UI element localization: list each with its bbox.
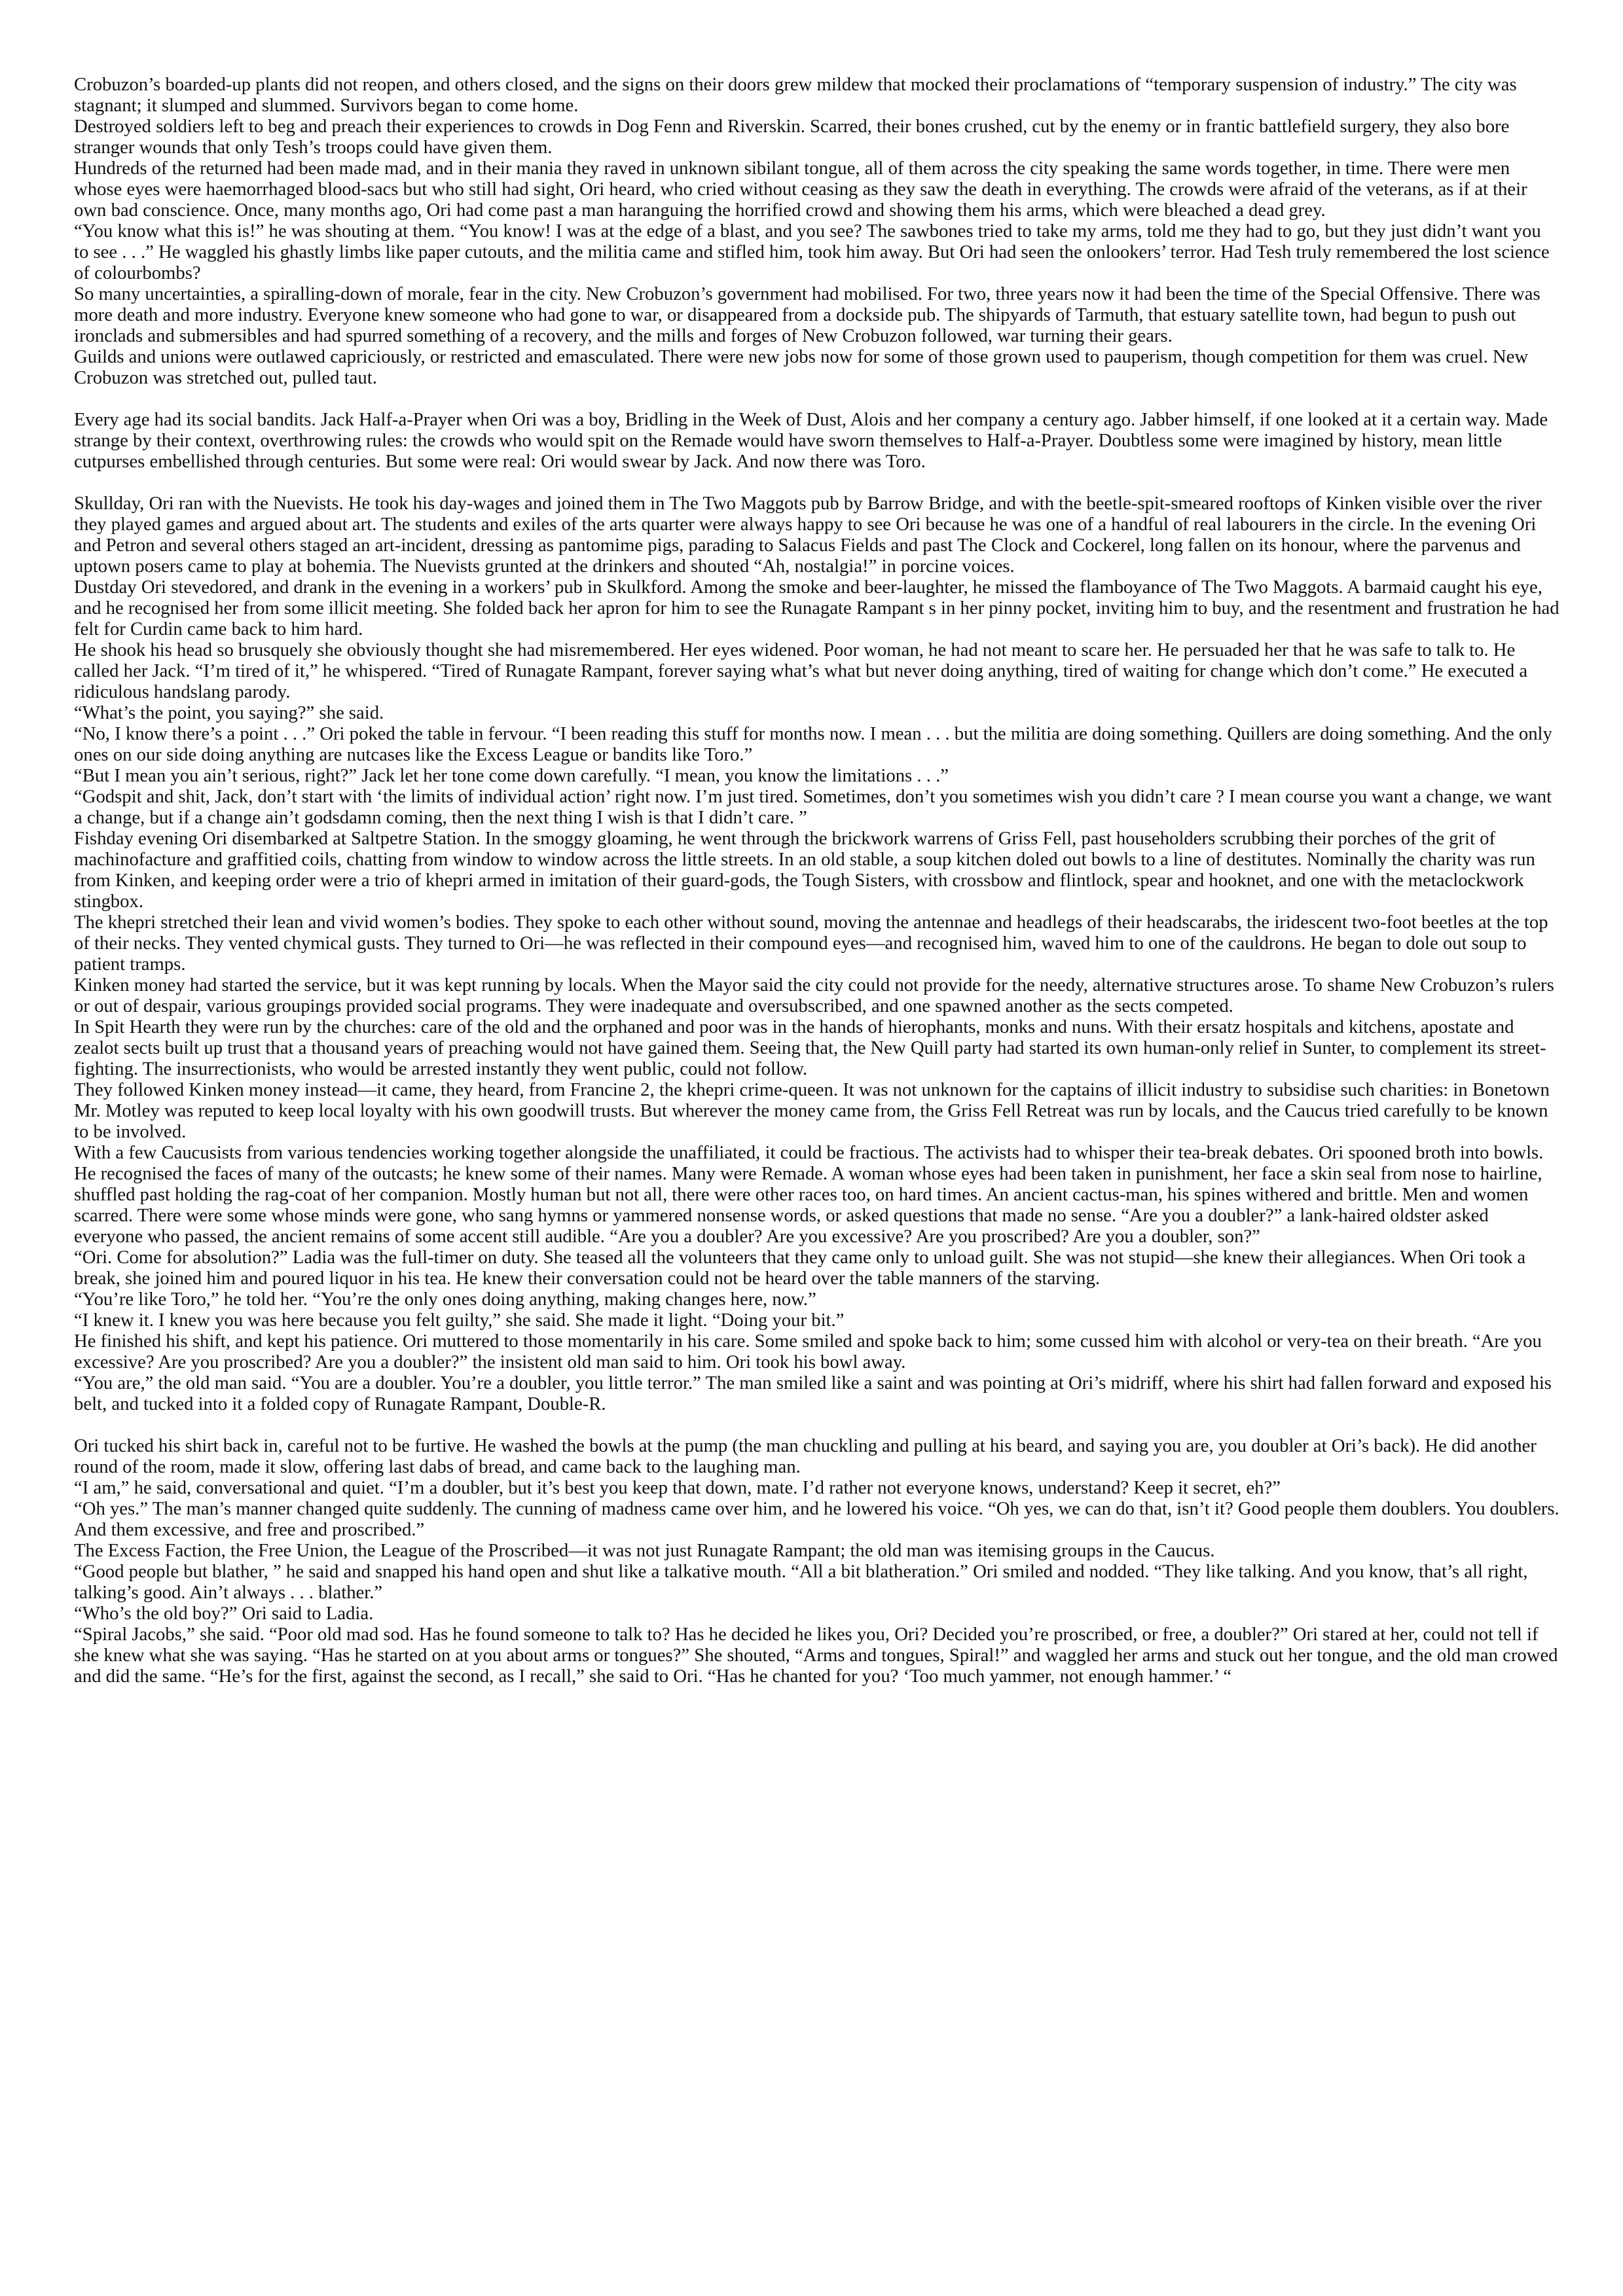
document-page (74, 74, 1560, 1687)
paragraph: Fishday evening Ori disembarked at Saltpetre Station. In the smoggy gloaming, he went through the brickwork warrens of Griss Fell, past householders scrubbing their porches of the grit of machinofacture and graffitied coils, chatting from window to window across the little streets. In an old stable, a soup kitchen doled out bowls to a line of destitutes. Nominally the charity was run from Kinken, and keeping order were a trio of khepri armed in imitation of their guard-gods, the Tough Sisters, with crossbow and flintlock, spear and hooknet, and one with the metaclockwork stingbox. (74, 828, 1535, 912)
paragraph: He shook his head so brusquely she obviously thought she had misremembered. Her eyes widened. Poor woman, he had not meant to scare her. He persuaded her that he was safe to talk to. He called her Jack. “I’m tired of it,” he whispered. “Tired of Runagate Rampant, forever saying what’s what but never doing anything, tired of waiting for change which don’t come.” He executed a ridiculous handslang parody. (74, 639, 1528, 702)
paragraph: Kinken money had started the service, but it was kept running by locals. When the Mayor said the city could not provide for the needy, alternative structures arose. To shame New Crobuzon’s rulers or out of despair, various groupings provided social programs. They were inadequate and oversubscribed, and one spawned another as the sects competed. (74, 975, 1554, 1016)
section-break (74, 472, 1560, 493)
paragraph: The khepri stretched their lean and vivid women’s bodies. They spoke to each other without sound, moving the antennae and headlegs of their headscarabs, the iridescent two-foot beetles at the top of their necks. They vented chymical gusts. They turned to Ori—he was reflected in their compound eyes—and recognised him, waved him to one of the cauldrons. He began to dole out soup to patient tramps. (74, 912, 1548, 975)
paragraph: “Ori. Come for absolution?” Ladia was the full-timer on duty. She teased all the volunteers that they came only to unload guilt. She was not stupid—she knew their allegiances. When Ori took a break, she joined him and poured liquor in his tea. He knew their conversation could not be heard over the table manners of the starving. (74, 1247, 1526, 1289)
paragraph: “But I mean you ain’t serious, right?” Jack let her tone come down carefully. “I mean, you know the limitations . . .” (74, 765, 949, 786)
paragraph: Ori tucked his shirt back in, careful not to be furtive. He washed the bowls at the pump (the man chuckling and pulling at his beard, and saying you are, you doubler at Ori’s back). He did another round of the room, made it slow, offering last dabs of bread, and came back to the laughing man. (74, 1435, 1537, 1477)
paragraph: Crobuzon’s boarded-up plants did not reopen, and others closed, and the signs on their doors grew mildew that mocked their proclamations of “temporary suspension of industry.” The city was stagnant; it slumped and slummed. Survivors began to come home. (74, 74, 1517, 116)
paragraph: With a few Caucusists from various tendencies working together alongside the unaffiliated, it could be fractious. The activists had to whisper their tea-break debates. Ori spooned broth into bowls. He recognised the faces of many of the outcasts; he knew some of their names. Many were Remade. A woman whose eyes had been taken in punishment, her face a skin seal from nose to hairline, shuffled past holding the rag-coat of her companion. Mostly human but not all, there were other races too, on hard times. An ancient cactus-man, his spines withered and brittle. Men and women scarred. There were some whose minds were gone, who sang hymns or yammered nonsense words, or asked questions that made no sense. “Are you a doubler?” a lank-haired oldster asked everyone who passed, the ancient remains of some accent still audible. “Are you a doubler? Are you excessive? Are you proscribed? Are you a doubler, son?” (74, 1142, 1544, 1247)
paragraph: In Spit Hearth they were run by the churches: care of the old and the orphaned and poor was in the hands of hierophants, monks and nuns. With their ersatz hospitals and kitchens, apostate and zealot sects built up trust that a thousand years of preaching would not have gained them. Seeing that, the New Quill party had started its own human-only relief in Sunter, to complement its street-fighting. The insurrectionists, who would be arrested instantly they went public, could not follow. (74, 1016, 1546, 1079)
paragraph: “Spiral Jacobs,” she said. “Poor old mad sod. Has he found someone to talk to? Has he decided he likes you, Ori? Decided you’re proscribed, or free, a doubler?” Ori stared at her, could not tell if she knew what she was saying. “Has he started on at you about arms or tongues?” She shouted, “Arms and tongues, Spiral!” and waggled her arms and stuck out her tongue, and the old man crowed and did the same. “He’s for the first, against the second, as I recall,” she said to Ori. “Has he chanted for you? ‘Too much yammer, not enough hammer.’ “ (74, 1624, 1558, 1687)
paragraph: “I knew it. I knew you was here because you felt guilty,” she said. She made it light. “Doing your bit.” (74, 1310, 845, 1331)
paragraph: “Godspit and shit, Jack, don’t start with ‘the limits of individual action’ right now. I’m just tired. Sometimes, don’t you sometimes wish you didn’t care ? I mean course you want a change, we want a change, but if a change ain’t godsdamn coming, then the next thing I wish is that I didn’t care. ” (74, 786, 1552, 828)
section-break (74, 388, 1560, 409)
paragraph: “What’s the point, you saying?” she said. (74, 702, 384, 723)
paragraph: “Oh yes.” The man’s manner changed quite suddenly. The cunning of madness came over him, and he lowered his voice. “Oh yes, we can do that, isn’t it? Good people them doublers. You doublers. And them excessive, and free and proscribed.” (74, 1498, 1559, 1540)
paragraph: The Excess Faction, the Free Union, the League of the Proscribed—it was not just Runagate Rampant; the old man was itemising groups in the Caucus. (74, 1540, 1215, 1561)
paragraph: Dustday Ori stevedored, and drank in the evening in a workers’ pub in Skulkford. Among the smoke and beer-laughter, he missed the flamboyance of The Two Maggots. A barmaid caught his eye, and he recognised her from some illicit meeting. She folded back her apron for him to see the Runagate Rampant s in her pinny pocket, inviting him to buy, and the resentment and frustration he had felt for Curdin came back to him hard. (74, 577, 1559, 639)
paragraph: Guilds and unions were outlawed capriciously, or restricted and emasculated. There were new jobs now for some of those grown used to pauperism, though competition for them was cruel. New Crobuzon was stretched out, pulled taut. (74, 346, 1529, 388)
paragraph: “You know what this is!” he was shouting at them. “You know! I was at the edge of a blast, and you see? The sawbones tried to take my arms, told me they had to go, but they just didn’t want you to see . . .” He waggled his ghastly limbs like paper cutouts, and the militia came and stifled him, took him away. But Ori had seen the onlookers’ terror. Had Tesh truly remembered the lost science of colourbombs? (74, 221, 1550, 283)
paragraph: So many uncertainties, a spiralling-down of morale, fear in the city. New Crobuzon’s government had mobilised. For two, three years now it had been the time of the Special Offensive. There was more death and more industry. Everyone knew someone who had gone to war, or disappeared from a dockside pub. The shipyards of Tarmuth, that estuary satellite town, had begun to push out ironclads and submersibles and had spurred something of a recovery, and the mills and forges of New Crobuzon followed, war turning their gears. (74, 283, 1541, 346)
paragraph: “You are,” the old man said. “You are a doubler. You’re a doubler, you little terror.” The man smiled like a saint and was pointing at Ori’s midriff, where his shirt had fallen forward and exposed his belt, and tucked into it a folded copy of Runagate Rampant, Double-R. (74, 1372, 1552, 1414)
paragraph: Hundreds of the returned had been made mad, and in their mania they raved in unknown sibilant tongue, all of them across the city speaking the same words together, in time. There were men whose eyes were haemorrhaged blood-sacs but who still had sight, Ori heard, who cried without ceasing as they saw the death in everything. The crowds were afraid of the veterans, as if at their own bad conscience. Once, many months ago, Ori had come past a man haranguing the horrified crowd and showing them his arms, which were bleached a dead grey. (74, 158, 1527, 221)
paragraph: They followed Kinken money instead—it came, they heard, from Francine 2, the khepri crime-queen. It was not unknown for the captains of illicit industry to subsidise such charities: in Bonetown Mr. Motley was reputed to keep local loyalty with his own goodwill trusts. But wherever the money came from, the Griss Fell Retreat was run by locals, and the Caucus tried carefully to be known to be involved. (74, 1079, 1550, 1142)
paragraph: “You’re like Toro,” he told her. “You’re the only ones doing anything, making changes here, now.” (74, 1289, 816, 1310)
section-break (74, 1414, 1560, 1435)
paragraph: He finished his shift, and kept his patience. Ori muttered to those momentarily in his care. Some smiled and spoke back to him; some cussed him with alcohol or very-tea on their breath. “Are you excessive? Are you proscribed? Are you a doubler?” the insistent old man said to him. Ori took his bowl away. (74, 1331, 1542, 1372)
paragraph: Destroyed soldiers left to beg and preach their experiences to crowds in Dog Fenn and Riverskin. Scarred, their bones crushed, cut by the enemy or in frantic battlefield surgery, they also bore stranger wounds that only Tesh’s troops could have given them. (74, 116, 1510, 158)
paragraph: “No, I know there’s a point . . .” Ori poked the table in fervour. “I been reading this stuff for months now. I mean . . . but the militia are doing something. Quillers are doing something. And the only ones on our side doing anything are nutcases like the Excess League or bandits like Toro.” (74, 723, 1552, 765)
paragraph: “Good people but blather, ” he said and snapped his hand open and shut like a talkative mouth. “All a bit blatheration.” Ori smiled and nodded. “They like talking. And you know, that’s all right, talking’s good. Ain’t always . . . blather.” (74, 1561, 1528, 1603)
paragraph: Every age had its social bandits. Jack Half-a-Prayer when Ori was a boy, Bridling in the Week of Dust, Alois and her company a century ago. Jabber himself, if one looked at it a certain way. Made strange by their context, overthrowing rules: the crowds who would spit on the Remade would have sworn themselves to Half-a-Prayer. Doubtless some were imagined by history, mean little cutpurses embellished through centuries. But some were real: Ori would swear by Jack. And now there was Toro. (74, 409, 1548, 472)
paragraph: Skullday, Ori ran with the Nuevists. He took his day-wages and joined them in The Two Maggots pub by Barrow Bridge, and with the beetle-spit-smeared rooftops of Kinken visible over the river they played games and argued about art. The students and exiles of the arts quarter were always happy to see Ori because he was one of a handful of real labourers in the circle. In the evening Ori and Petron and several others staged an art-incident, dressing as pantomime pigs, parading to Salacus Fields and past The Clock and Cockerel, long fallen on its honour, where the parvenus and uptown posers came to play at bohemia. The Nuevists grunted at the drinkers and shouted “Ah, nostalgia!” in porcine voices. (74, 493, 1542, 577)
paragraph: “I am,” he said, conversational and quiet. “I’m a doubler, but it’s best you keep that down, mate. I’d rather not everyone knows, understand? Keep it secret, eh?” (74, 1477, 1281, 1498)
paragraph: “Who’s the old boy?” Ori said to Ladia. (74, 1603, 374, 1624)
